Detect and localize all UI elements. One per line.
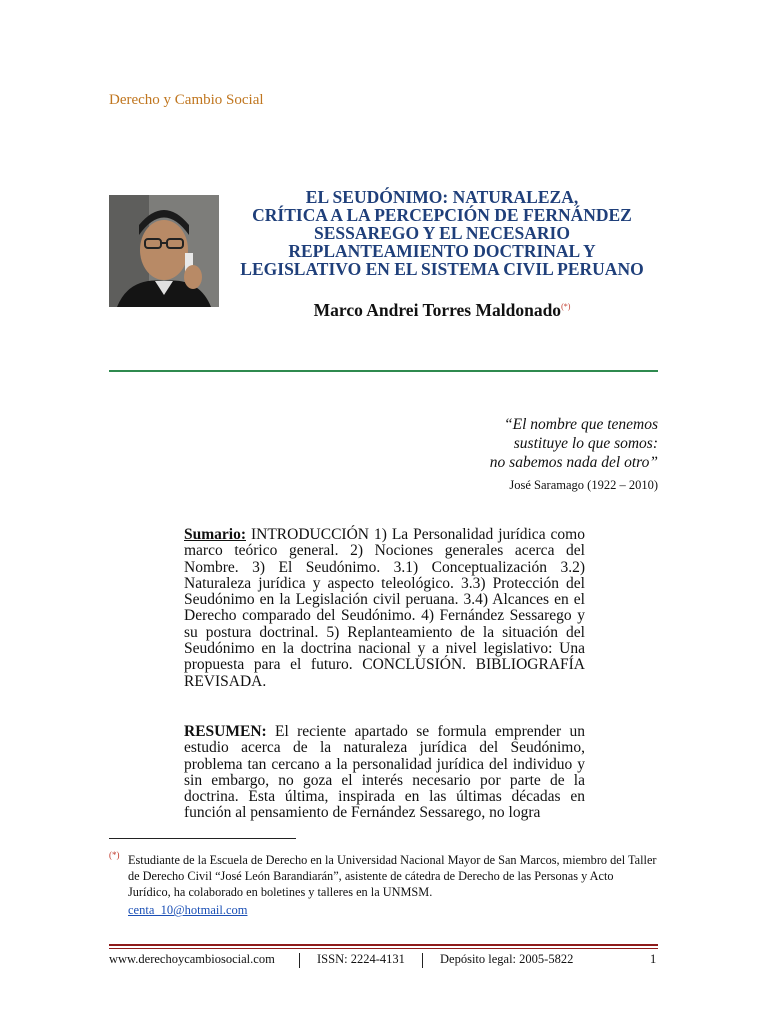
article-title: [222, 188, 662, 278]
title-line: SESSAREGO Y EL NECESARIO: [314, 223, 570, 243]
footer-website[interactable]: www.derechoycambiosocial.com: [109, 952, 275, 966]
abstract-label: RESUMEN:: [184, 723, 267, 740]
epigraph-line: sustituye lo que somos:: [513, 435, 658, 452]
footer-deposit: Depósito legal: 2005-5822: [440, 952, 574, 966]
footer-separator: [299, 953, 300, 968]
author-photo: [109, 195, 219, 307]
summary-label: Sumario:: [184, 526, 246, 543]
summary-text: INTRODUCCIÓN 1) La Personalidad jurídica como marco teórico general. 2) Nociones generales acerca del Nombre. 3) El Seudónimo. 3.1) Conceptualización 3.2) Naturaleza jurídica y aspecto teleológico. 3.3) Protección del Seudónimo en la Legislación civil peruana. 3.4) Alcances en el Derecho comparado del Seudónimo. 4) Fernández Sessarego y su postura doctrinal. 5) Replanteamiento de la situación del Seudónimo en la doctrina nacional y a nivel legislativo: Una propuesta para el futuro. CONCLUSIÓN. BIBLIOGRAFÍA REVISADA.: [184, 526, 585, 690]
epigraph-attribution: José Saramago (1922 – 2010): [509, 478, 658, 492]
author-name: Marco Andrei Torres Maldonado: [313, 300, 562, 320]
epigraph-line: “El nombre que tenemos: [504, 416, 658, 433]
page-number: 1: [650, 952, 657, 966]
footnote-text: Estudiante de la Escuela de Derecho en la Universidad Nacional Mayor de San Marcos, miembro del Taller de Derecho Civil “José León Barandiarán”, asistente de cátedra de Derecho de las Personas y Acto Jurídico, ha colaborado en boletines y talleres en la UNMSM.: [128, 853, 657, 899]
footnote-mark: (*): [109, 850, 120, 860]
author-line: [222, 300, 662, 321]
page-footer: [109, 952, 658, 970]
author-footnote-mark[interactable]: (*): [561, 302, 571, 311]
epigraph: [380, 415, 658, 472]
title-line: CRÍTICA A LA PERCEPCIÓN DE FERNÁNDEZ: [252, 205, 632, 225]
abstract-text: El reciente apartado se formula emprender un estudio acerca de la naturaleza jurídica del Seudónimo, problema tan cercano a la personalidad jurídica del individuo y sin embargo, no goza el interés necesario por parte de la doctrina. Esta última, inspirada en las últimas décadas en función al pensamiento de Fernández Sessarego, no logra: [184, 723, 585, 822]
summary-paragraph: [184, 527, 585, 690]
abstract-paragraph: [184, 724, 585, 822]
title-line: EL SEUDÓNIMO: NATURALEZA,: [305, 187, 579, 207]
footnote-divider: [109, 838, 296, 839]
footer-separator: [422, 953, 423, 968]
email-link[interactable]: centa_10@hotmail.com: [128, 903, 248, 917]
journal-name: Derecho y Cambio Social: [109, 92, 264, 108]
footer-rule: [109, 948, 658, 949]
footer-rule: [109, 944, 658, 946]
title-line: LEGISLATIVO EN EL SISTEMA CIVIL PERUANO: [240, 259, 644, 279]
epigraph-line: no sabemos nada del otro”: [489, 454, 658, 471]
title-line: REPLANTEAMIENTO DOCTRINAL Y: [288, 241, 596, 261]
footer-issn: ISSN: 2224-4131: [317, 952, 405, 966]
section-divider: [109, 370, 658, 372]
